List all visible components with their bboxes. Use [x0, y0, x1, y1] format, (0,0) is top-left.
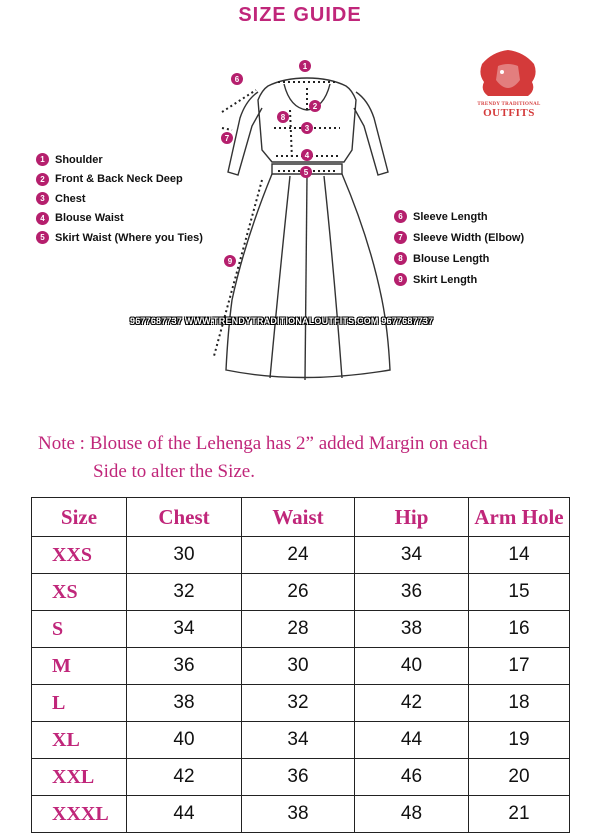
svg-text:7: 7 [224, 134, 230, 143]
legend-number: 4 [36, 212, 49, 225]
legend-item [36, 189, 203, 209]
legend-label: Front & Back Neck Deep [55, 173, 183, 186]
page-title: SIZE GUIDE [238, 4, 362, 26]
brand-line-1: TRENDY TRADITIONAL [477, 102, 541, 107]
column-header-size: Size [32, 498, 127, 537]
legend-label: Skirt Waist (Where you Ties) [55, 231, 203, 244]
svg-text:1: 1 [302, 62, 308, 71]
legend-number: 8 [394, 252, 407, 265]
table-row [32, 648, 570, 685]
hip-cell: 48 [355, 796, 469, 833]
hip-cell: 46 [355, 759, 469, 796]
svg-text:5: 5 [303, 168, 309, 177]
waist-cell: 38 [242, 796, 355, 833]
note-line-1: Note : Blouse of the Lehenga has 2” added Margin on each [38, 433, 488, 454]
legend-item [394, 227, 524, 248]
hip-cell: 36 [355, 574, 469, 611]
legend-label: Shoulder [55, 153, 103, 166]
marker-5 [300, 166, 312, 178]
chest-cell: 42 [127, 759, 242, 796]
legend-left [36, 150, 203, 248]
svg-text:6: 6 [234, 75, 240, 84]
legend-right [394, 206, 524, 290]
size-cell: XXS [32, 537, 127, 574]
column-header-hip: Hip [355, 498, 469, 537]
waist-cell: 34 [242, 722, 355, 759]
svg-text:8: 8 [280, 113, 286, 122]
marker-3 [301, 122, 313, 134]
chest-cell: 44 [127, 796, 242, 833]
size-cell: M [32, 648, 127, 685]
hip-cell: 42 [355, 685, 469, 722]
svg-text:2: 2 [312, 102, 318, 111]
column-header-waist: Waist [242, 498, 355, 537]
arm-hole-cell: 21 [469, 796, 570, 833]
legend-number: 9 [394, 273, 407, 286]
size-cell: XXL [32, 759, 127, 796]
arm-hole-cell: 17 [469, 648, 570, 685]
waist-cell: 26 [242, 574, 355, 611]
legend-label: Skirt Length [413, 273, 478, 286]
hip-cell: 40 [355, 648, 469, 685]
chest-cell: 34 [127, 611, 242, 648]
svg-text:3: 3 [304, 124, 310, 133]
arm-hole-cell: 20 [469, 759, 570, 796]
brand-line-2: OUTFITS [483, 107, 535, 119]
marker-2 [309, 100, 321, 112]
legend-number: 5 [36, 231, 49, 244]
table-row [32, 611, 570, 648]
waist-cell: 30 [242, 648, 355, 685]
chest-cell: 30 [127, 537, 242, 574]
legend-label: Sleeve Width (Elbow) [413, 231, 525, 244]
hip-cell: 44 [355, 722, 469, 759]
legend-number: 3 [36, 192, 49, 205]
legend-label: Blouse Length [413, 252, 490, 265]
column-header-arm-hole: Arm Hole [469, 498, 570, 537]
chest-cell: 40 [127, 722, 242, 759]
arm-hole-cell: 15 [469, 574, 570, 611]
legend-item [36, 170, 203, 190]
note-line-2: Side to alter the Size. [93, 461, 255, 482]
size-cell: XS [32, 574, 127, 611]
legend-item [394, 248, 524, 269]
size-cell: L [32, 685, 127, 722]
size-cell: XL [32, 722, 127, 759]
waist-cell: 36 [242, 759, 355, 796]
legend-label: Sleeve Length [413, 210, 488, 223]
svg-text:9: 9 [227, 257, 233, 266]
waist-cell: 28 [242, 611, 355, 648]
legend-number: 2 [36, 173, 49, 186]
legend-item [36, 150, 203, 170]
legend-label: Chest [55, 192, 86, 205]
watermark-text: 9677687737 WWW.TRENDYTRADITIONALOUTFITS.COM 9677687737 [130, 316, 434, 326]
size-cell: S [32, 611, 127, 648]
legend-item [36, 228, 203, 248]
marker-9 [224, 255, 236, 267]
arm-hole-cell: 14 [469, 537, 570, 574]
hip-cell: 38 [355, 611, 469, 648]
size-table [31, 497, 570, 833]
marker-8 [277, 111, 289, 123]
arm-hole-cell: 16 [469, 611, 570, 648]
legend-label: Blouse Waist [55, 212, 124, 225]
marker-7 [221, 132, 233, 144]
legend-number: 6 [394, 210, 407, 223]
legend-number: 1 [36, 153, 49, 166]
marker-4 [301, 149, 313, 161]
legend-item [36, 209, 203, 229]
table-row [32, 574, 570, 611]
arm-hole-cell: 19 [469, 722, 570, 759]
hip-cell: 34 [355, 537, 469, 574]
chest-cell: 38 [127, 685, 242, 722]
legend-number: 7 [394, 231, 407, 244]
column-header-chest: Chest [127, 498, 242, 537]
table-header-row [32, 498, 570, 537]
svg-text:4: 4 [304, 151, 310, 160]
note-text [38, 430, 578, 486]
size-cell: XXXL [32, 796, 127, 833]
marker-6 [231, 73, 243, 85]
chest-cell: 36 [127, 648, 242, 685]
brand-logo-text [474, 102, 544, 119]
table-row [32, 759, 570, 796]
chest-cell: 32 [127, 574, 242, 611]
table-row [32, 722, 570, 759]
table-row [32, 796, 570, 833]
waist-cell: 24 [242, 537, 355, 574]
marker-1 [299, 60, 311, 72]
arm-hole-cell: 18 [469, 685, 570, 722]
table-row [32, 685, 570, 722]
waist-cell: 32 [242, 685, 355, 722]
legend-item [394, 206, 524, 227]
table-row [32, 537, 570, 574]
legend-item [394, 269, 524, 290]
